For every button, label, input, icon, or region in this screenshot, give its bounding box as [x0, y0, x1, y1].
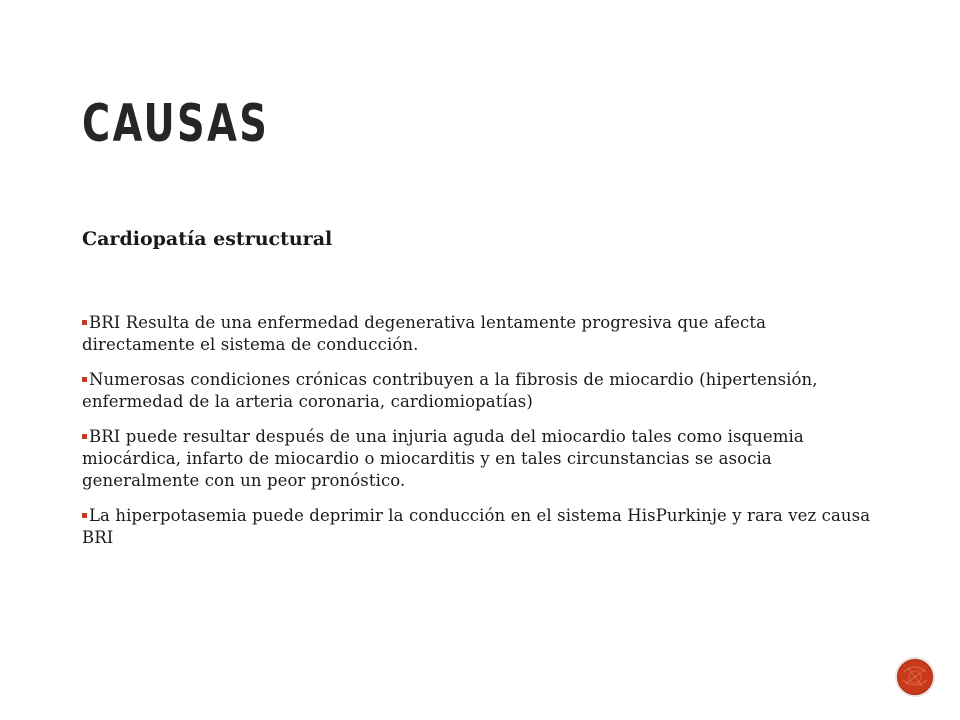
bullet-text: BRI puede resultar después de una injuria aguda del miocardio tales como isquemia miocárdica, infarto de miocardio o miocarditis y en tales circunstancias se asocia generalmente con un peor pronóstico.	[82, 427, 804, 490]
list-item	[82, 505, 872, 549]
slide-subtitle: Cardiopatía estructural	[82, 228, 333, 250]
slide-title: CAUSAS	[82, 94, 270, 154]
square-bullet-icon	[82, 513, 87, 518]
square-bullet-icon	[82, 320, 87, 325]
bullet-text: BRI Resulta de una enfermedad degenerativa lentamente progresiva que afecta directamente el sistema de conducción.	[82, 313, 767, 354]
list-item	[82, 369, 872, 413]
bullet-list	[82, 312, 872, 562]
bullet-text: Numerosas condiciones crónicas contribuyen a la fibrosis de miocardio (hipertensión, enfermedad de la arteria coronaria, cardiomiopatías)	[82, 370, 818, 411]
list-item	[82, 312, 872, 356]
square-bullet-icon	[82, 434, 87, 439]
square-bullet-icon	[82, 377, 87, 382]
red-circle-logo-icon	[894, 656, 936, 698]
list-item	[82, 426, 872, 492]
bullet-text: La hiperpotasemia puede deprimir la conducción en el sistema HisPurkinje y rara vez causa BRI	[82, 506, 871, 547]
